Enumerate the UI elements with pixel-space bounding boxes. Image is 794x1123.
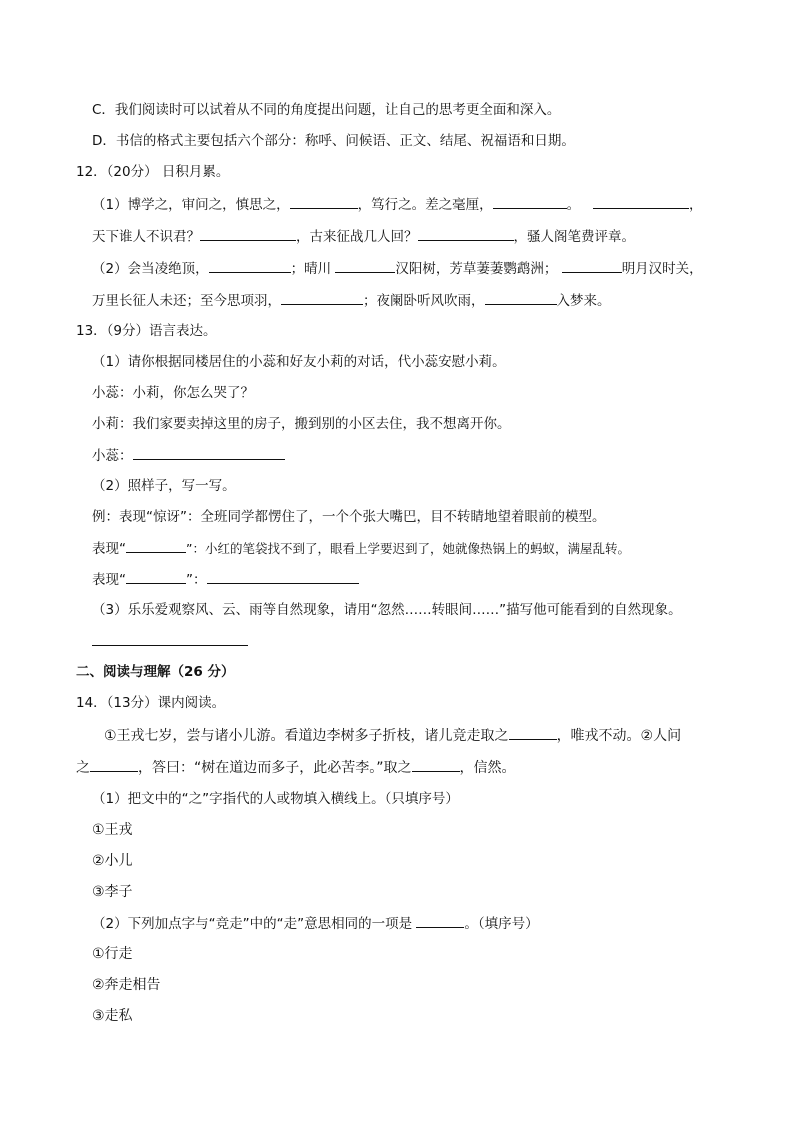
text: ，信然。 (459, 760, 516, 776)
text: ；晴川 (290, 261, 336, 277)
blank[interactable] (207, 569, 359, 584)
fill-line-1 (92, 538, 630, 559)
text: 表现“ (92, 572, 126, 588)
text: 小蕊： (92, 448, 133, 464)
text: 。（填序号） (464, 916, 539, 932)
text: ，唯戎不动。②人问 (556, 728, 682, 744)
option-c: C．我们阅读时可以试着从不同的角度提出问题，让自己的思考更全面和深入。 (92, 102, 561, 118)
text: 天下谁人不识君？ (92, 229, 200, 245)
question-13-part2: （2）照样子，写一写。 (92, 478, 236, 494)
question-12-title: 12．（20分） 日积月累。 (76, 164, 230, 180)
blank[interactable] (485, 290, 557, 305)
text: ①王戎七岁，尝与诸小儿游。看道边李树多子折枝，诸儿竞走取之 (104, 728, 509, 744)
question-14-part2 (92, 913, 539, 934)
question-12-part2-line1 (92, 258, 703, 279)
fill-line-2 (92, 569, 359, 590)
blank[interactable] (126, 538, 186, 553)
text: ，骚人阁笔费评章。 (513, 229, 635, 245)
text: 之 (76, 760, 90, 776)
section-2-title: 二、阅读与理解（26 分） (76, 664, 235, 680)
text: （2）下列加点字与“竞走”中的“走”意思相同的一项是 (92, 916, 417, 932)
text: 表现“ (92, 541, 126, 557)
dialogue-line-2: 小莉：我们家要卖掉这里的房子，搬到别的小区去住，我不想离开你。 (92, 416, 511, 432)
question-13-part1: （1）请你根据同楼居住的小蕊和好友小莉的对话，代小蕊安慰小莉。 (92, 354, 506, 370)
blank[interactable] (509, 725, 557, 740)
text: 明月汉时关， (621, 261, 703, 277)
dialogue-line-3 (92, 445, 285, 466)
option-1: ①王戎 (92, 822, 133, 838)
option-2: ②小儿 (92, 853, 133, 869)
choice-3: ③走私 (92, 1008, 133, 1024)
blank[interactable] (126, 569, 186, 584)
text: （2）会当凌绝顶， (92, 261, 209, 277)
option-d: D．书信的格式主要包括六个部分：称呼、问候语、正文、结尾、祝福语和日期。 (92, 133, 575, 149)
answer-blank[interactable] (92, 631, 248, 646)
text: ， (688, 197, 703, 213)
passage-line-2 (76, 757, 516, 778)
text: ，古来征战几人回？ (296, 229, 418, 245)
text: ”： (186, 572, 207, 588)
blank[interactable] (281, 290, 363, 305)
blank[interactable] (562, 258, 622, 273)
blank[interactable] (593, 194, 689, 209)
question-13-part3: （3）乐乐爱观察风、云、雨等自然现象，请用“忽然……转眼间……”描写他可能看到的自然现象。 (92, 602, 682, 618)
text: ；夜阑卧听风吹雨， (363, 293, 485, 309)
blank[interactable] (412, 757, 460, 772)
passage-line-1 (104, 725, 681, 746)
choice-2: ②奔走相告 (92, 977, 161, 993)
answer-blank[interactable] (133, 445, 285, 460)
question-12-part1-line2 (92, 226, 635, 247)
blank[interactable] (335, 258, 395, 273)
choice-1: ①行走 (92, 946, 133, 962)
blank[interactable] (418, 226, 514, 241)
text: 万里长征人未还；至今思项羽， (92, 293, 281, 309)
text: ，答曰：“树在道边而多子，此必苦李。”取之 (138, 760, 412, 776)
text: 入梦来。 (556, 293, 611, 309)
blank[interactable] (290, 194, 358, 209)
blank[interactable] (200, 226, 296, 241)
text: ”：小红的笔袋找不到了，眼看上学要迟到了，她就像热锅上的蚂蚁，满屋乱转。 (186, 541, 630, 556)
text: ，笃行之。差之毫厘， (357, 197, 493, 213)
blank[interactable] (209, 258, 291, 273)
question-12-part1-line1 (92, 194, 702, 215)
text: 汉阳树，芳草萋萋鹦鹉洲； (395, 261, 558, 277)
blank[interactable] (416, 913, 464, 928)
blank[interactable] (493, 194, 567, 209)
question-12-part2-line2 (92, 290, 611, 311)
answer-line (92, 631, 248, 652)
text: 。 (566, 197, 581, 213)
question-13-title: 13．（9分）语言表达。 (76, 323, 217, 339)
blank[interactable] (90, 757, 138, 772)
option-3: ③李子 (92, 884, 133, 900)
question-14-title: 14．（13分）课内阅读。 (76, 695, 226, 711)
text: （1）博学之，审问之，慎思之， (92, 197, 290, 213)
example-line: 例：表现“惊讶”：全班同学都愣住了，一个个张大嘴巴，目不转睛地望着眼前的模型。 (92, 509, 606, 525)
question-14-part1: （1）把文中的“之”字指代的人或物填入横线上。（只填序号） (92, 791, 459, 807)
dialogue-line-1: 小蕊：小莉，你怎么哭了？ (92, 385, 254, 401)
